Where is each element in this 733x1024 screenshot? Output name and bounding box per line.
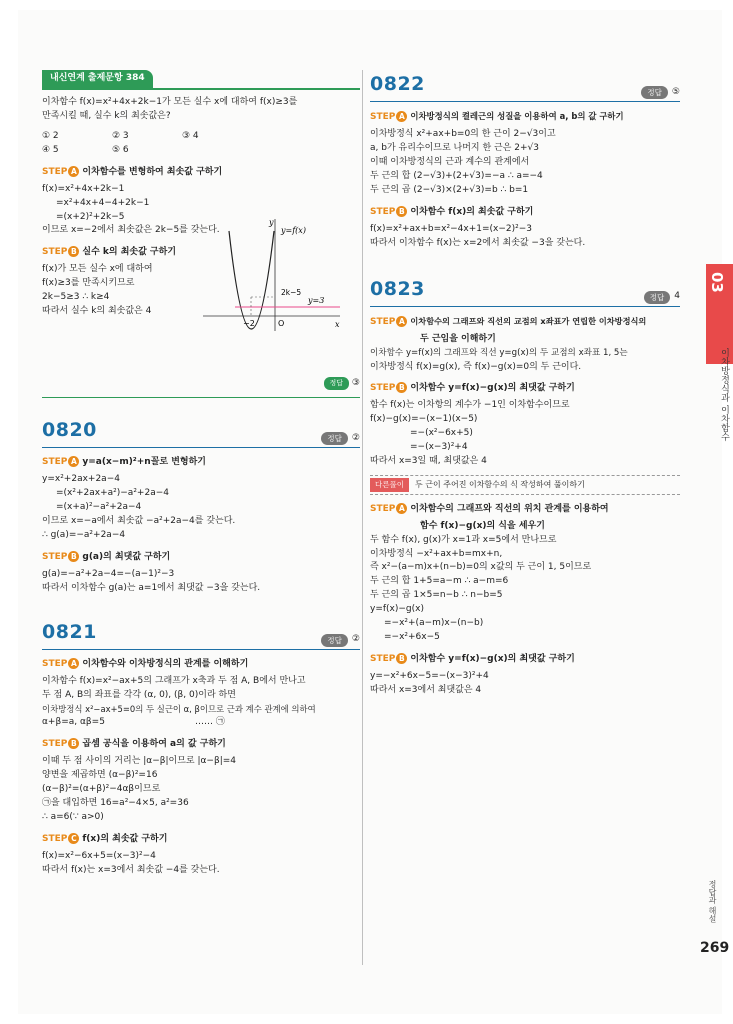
- answer-value: 4: [674, 291, 680, 302]
- solution-line: 이때 두 점 사이의 거리는 |α−β|이므로 |α−β|=4: [42, 756, 237, 767]
- answer-indicator: [321, 633, 360, 647]
- solution-line: =(x+a)²−a²+2a−4: [56, 502, 142, 513]
- solution-line: 따라서 x=3에서 최댓값은 4: [370, 684, 482, 695]
- alternate-solution-badge: 다른풀이: [370, 478, 409, 492]
- answer-indicator: [641, 86, 680, 100]
- solution-line: f(x)=x²−6x+5=(x−3)²−4: [42, 850, 156, 861]
- solution-line: 따라서 x=3일 때, 최댓값은 4: [370, 456, 487, 467]
- solution-line: =−x²+(a−m)x−(n−b): [384, 618, 484, 629]
- choice-5: ⑤ 6: [112, 144, 129, 155]
- solution-line: ㉠을 대입하면 16=a²−4×5, a²=36: [42, 797, 189, 808]
- parabola-graph: [195, 213, 345, 333]
- choice-4: ④ 5: [42, 144, 59, 155]
- answer-value: ②: [351, 634, 360, 645]
- step-a-heading: [42, 166, 360, 180]
- problem-0822-header: [370, 70, 680, 102]
- answer-badge: 정답: [641, 86, 668, 100]
- chapter-number: 03: [708, 272, 726, 293]
- tick-label-minus2: −2: [243, 319, 255, 328]
- step-label: STEP: [42, 457, 68, 468]
- solution-line: =(x+2)²+2k−5: [56, 211, 125, 222]
- step-label: STEP: [370, 207, 396, 218]
- step-label: STEP: [370, 383, 396, 394]
- step-title-cont: 두 근임을 이해하기: [420, 334, 496, 345]
- solution-line: 이차함수 f(x)=x²−ax+5의 그래프가 x축과 두 점 A, B에서 만나고: [42, 676, 306, 687]
- solution-line: 두 근의 합 1+5=a−m ∴ a−m=6: [370, 576, 509, 587]
- section-separator: [42, 397, 360, 398]
- step-letter: B: [396, 653, 407, 664]
- solution-line: 두 근의 곱 (2−√3)×(2+√3)=b ∴ b=1: [370, 185, 529, 196]
- column-divider: [362, 70, 363, 965]
- answer-badge: 정답: [324, 377, 350, 390]
- step-a-heading: [42, 456, 360, 470]
- problem-0820-header: [42, 416, 360, 448]
- answer-value: ③: [351, 378, 360, 389]
- step-label: STEP: [370, 317, 396, 328]
- solution-line: a, b가 유리수이므로 나머지 한 근은 2+√3: [370, 143, 540, 154]
- answer-badge: 정답: [321, 634, 348, 648]
- step-label: STEP: [42, 552, 68, 563]
- line-label: y=3: [308, 296, 325, 305]
- step-letter: A: [396, 503, 407, 514]
- step-label: STEP: [42, 659, 68, 670]
- step-title-cont: 함수 f(x)−g(x)의 식을 세우기: [420, 520, 545, 531]
- equation: α+β=a, αβ=5: [42, 717, 105, 728]
- solution-line: f(x)≥3를 만족시키므로: [42, 278, 135, 289]
- curve-label: y=f(x): [281, 226, 306, 235]
- solution-line: g(a)=−a²+2a−4=−(a−1)²−3: [42, 569, 175, 579]
- footer-label: 정답과 해설: [708, 880, 717, 923]
- solution-line: 두 근의 곱 1×5=n−b ∴ n−b=5: [370, 590, 503, 601]
- answer-badge: 정답: [321, 432, 348, 446]
- alt-step-a-heading: [370, 503, 680, 517]
- problem-0821: [42, 618, 360, 878]
- problem-number: 0823: [370, 277, 425, 300]
- step-b-heading: [42, 738, 360, 752]
- solution-line: 따라서 이차함수 g(a)는 a=1에서 최댓값 −3을 갖는다.: [42, 582, 261, 593]
- y-axis-label: y: [269, 218, 274, 227]
- problem-0823-header: [370, 275, 680, 307]
- step-title: 이차함수의 그래프와 직선의 교점의 x좌표가 연립한 이차방정식의: [410, 316, 647, 327]
- problem-0820: [42, 416, 360, 596]
- step-label: STEP: [42, 247, 68, 258]
- problem-number: 0821: [42, 620, 97, 643]
- step-title: 이차함수 y=f(x)−g(x)의 최댓값 구하기: [410, 383, 575, 394]
- answer-row: [42, 377, 360, 391]
- step-title: y=a(x−m)²+n꼴로 변형하기: [82, 457, 206, 468]
- solution-line: f(x)−g(x)=−(x−1)(x−5): [370, 414, 478, 425]
- solution-line: 이때 이차방정식의 근과 계수의 관계에서: [370, 157, 530, 168]
- step-letter: A: [68, 456, 79, 467]
- step-title: 실수 k의 최솟값 구하기: [82, 247, 177, 258]
- solution-line: f(x)가 모든 실수 x에 대하여: [42, 264, 153, 275]
- solution-line: [42, 716, 360, 730]
- problem-number: 0820: [42, 419, 97, 441]
- chapter-title: 이차방정식과 이차함수: [719, 348, 729, 441]
- solution-line: y=x²+2ax+2a−4: [42, 474, 120, 485]
- step-a-heading: [42, 658, 360, 672]
- solution-line: y=f(x)−g(x): [370, 604, 424, 615]
- answer-value: ②: [351, 432, 360, 443]
- answer-badge: 정답: [644, 291, 671, 305]
- solution-line: 이차함수 y=f(x)의 그래프와 직선 y=g(x)의 두 교점의 x좌표 1, 5는: [370, 348, 628, 359]
- step-letter: B: [396, 206, 407, 217]
- problem-0821-header: [42, 618, 360, 650]
- solution-line: 따라서 실수 k의 최솟값은 4: [42, 306, 152, 317]
- step-b-heading: [370, 382, 680, 396]
- step-letter: A: [396, 316, 407, 327]
- step-letter: B: [396, 382, 407, 393]
- step-letter: A: [68, 658, 79, 669]
- choice-3: ③ 4: [182, 130, 199, 141]
- solution-line: f(x)=x²+4x+2k−1: [42, 183, 125, 194]
- step-title: 이차방정식의 켤레근의 성질을 이용하여 a, b의 값 구하기: [410, 111, 624, 122]
- solution-line: 두 함수 f(x), g(x)가 x=1과 x=5에서 만나므로: [370, 534, 557, 545]
- solution-line: =−(x²−6x+5): [410, 428, 473, 439]
- problem-384-question-line2: 만족시킬 때, 실수 k의 최솟값은?: [42, 110, 171, 121]
- step-letter: B: [68, 551, 79, 562]
- step-label: STEP: [370, 503, 396, 514]
- step-letter: B: [68, 738, 79, 749]
- step-letter: A: [396, 111, 407, 122]
- solution-line: 따라서 f(x)는 x=3에서 최솟값 −4를 갖는다.: [42, 864, 220, 875]
- problem-0823: [370, 275, 680, 698]
- solution-line: =−(x−3)²+4: [410, 442, 468, 453]
- vertex-value-label: 2k−5: [281, 288, 302, 297]
- problem-0822: [370, 70, 680, 251]
- choices-list: [42, 130, 360, 158]
- solution-line: 2k−5≥3 ∴ k≥4: [42, 292, 110, 303]
- solution-line: 양변을 제곱하면 (α−β)²=16: [42, 769, 158, 780]
- problem-number: 0822: [370, 73, 425, 95]
- solution-line: =(x²+2ax+a²)−a²+2a−4: [56, 488, 169, 499]
- right-column: [370, 70, 680, 698]
- parabola-curve: [229, 231, 274, 329]
- solution-line: 따라서 이차함수 f(x)는 x=2에서 최솟값 −3을 갖는다.: [370, 237, 586, 248]
- step-title: 이차함수를 변형하여 최솟값 구하기: [82, 166, 223, 177]
- step-a-heading: [370, 315, 680, 330]
- solution-line: 이므로 x=−2에서 최솟값은 2k−5를 갖는다.: [42, 225, 220, 236]
- step-a-heading: [370, 110, 680, 125]
- solution-line: 이차방정식 −x²+ax+b=mx+n,: [370, 548, 503, 559]
- x-axis-label: x: [335, 320, 340, 329]
- solution-line: y=−x²+6x−5=−(x−3)²+4: [370, 671, 489, 681]
- alternate-solution-title: 두 근이 주어진 이차함수의 식 작성하여 풀이하기: [414, 480, 585, 490]
- answer-value: ⑤: [671, 86, 680, 97]
- step-title: 이차함수 f(x)의 최솟값 구하기: [410, 207, 534, 218]
- step-letter: C: [68, 833, 79, 844]
- origin-label: O: [278, 319, 285, 328]
- solution-line: ∴ a=6(∵ a>0): [42, 811, 104, 822]
- choice-1: ① 2: [42, 130, 59, 141]
- answer-indicator: [321, 432, 360, 446]
- solution-line: 이차방정식 f(x)=g(x), 즉 f(x)−g(x)=0의 두 근이다.: [370, 361, 582, 372]
- step-title: f(x)의 최솟값 구하기: [82, 833, 168, 844]
- step-title: g(a)의 최댓값 구하기: [82, 552, 171, 563]
- equation-tag: …… ㉠: [194, 717, 225, 728]
- left-column: [42, 70, 360, 878]
- step-title: 이차함수의 그래프와 직선의 위치 관계를 이용하여: [410, 503, 609, 514]
- problem-384-question-line1: 이차함수 f(x)=x²+4x+2k−1가 모든 실수 x에 대하여 f(x)≥3를: [42, 96, 298, 107]
- solution-line: 함수 f(x)는 이차항의 계수가 −1인 이차함수이므로: [370, 400, 570, 411]
- solution-line: ∴ g(a)=−a²+2a−4: [42, 530, 126, 541]
- step-title: 이차함수와 이차방정식의 관계를 이해하기: [82, 659, 249, 670]
- step-title: 이차함수 y=f(x)−g(x)의 최댓값 구하기: [410, 654, 575, 665]
- solution-line: 이차방정식 x²+ax+b=0의 한 근이 2−√3이고: [370, 129, 556, 140]
- problem-384-header: [42, 70, 360, 88]
- solution-line: =−x²+6x−5: [384, 632, 440, 643]
- solution-line: =x²+4x+4−4+2k−1: [56, 197, 150, 208]
- step-label: STEP: [370, 654, 396, 665]
- step-letter: A: [68, 166, 79, 177]
- choice-2: ② 3: [112, 130, 129, 141]
- solution-line: 즉 x²−(a−m)x+(n−b)=0의 x값의 두 근이 1, 5이므로: [370, 562, 592, 573]
- step-label: STEP: [42, 739, 68, 750]
- alternate-solution-bar: [370, 475, 680, 495]
- problem-384-badge: 내신연계 출제문항 384: [42, 70, 153, 88]
- page-number: 269: [700, 940, 730, 956]
- step-letter: B: [68, 246, 79, 257]
- step-b-heading: [370, 206, 680, 220]
- solution-line: f(x)=x²+ax+b=x²−4x+1=(x−2)²−3: [370, 224, 532, 234]
- solution-line: (α−β)²=(α+β)²−4αβ이므로: [42, 783, 161, 794]
- step-title: 곱셈 공식을 이용하여 a의 값 구하기: [82, 739, 226, 750]
- answer-indicator: [644, 290, 680, 304]
- solution-line: 두 점 A, B의 좌표를 각각 (α, 0), (β, 0)이라 하면: [42, 690, 236, 701]
- step-label: STEP: [42, 166, 68, 177]
- step-b-heading: [42, 551, 360, 565]
- solution-line: 이므로 x=−a에서 최솟값 −a²+2a−4를 갖는다.: [42, 516, 236, 527]
- alt-step-b-heading: [370, 653, 680, 667]
- step-label: STEP: [370, 112, 396, 123]
- step-label: STEP: [42, 833, 68, 844]
- solution-line: 두 근의 합 (2−√3)+(2+√3)=−a ∴ a=−4: [370, 171, 543, 182]
- step-c-heading: [42, 833, 360, 847]
- solution-line: 이차방정식 x²−ax+5=0의 두 실근이 α, β이므로 근과 계수 관계에 의하여: [42, 704, 316, 715]
